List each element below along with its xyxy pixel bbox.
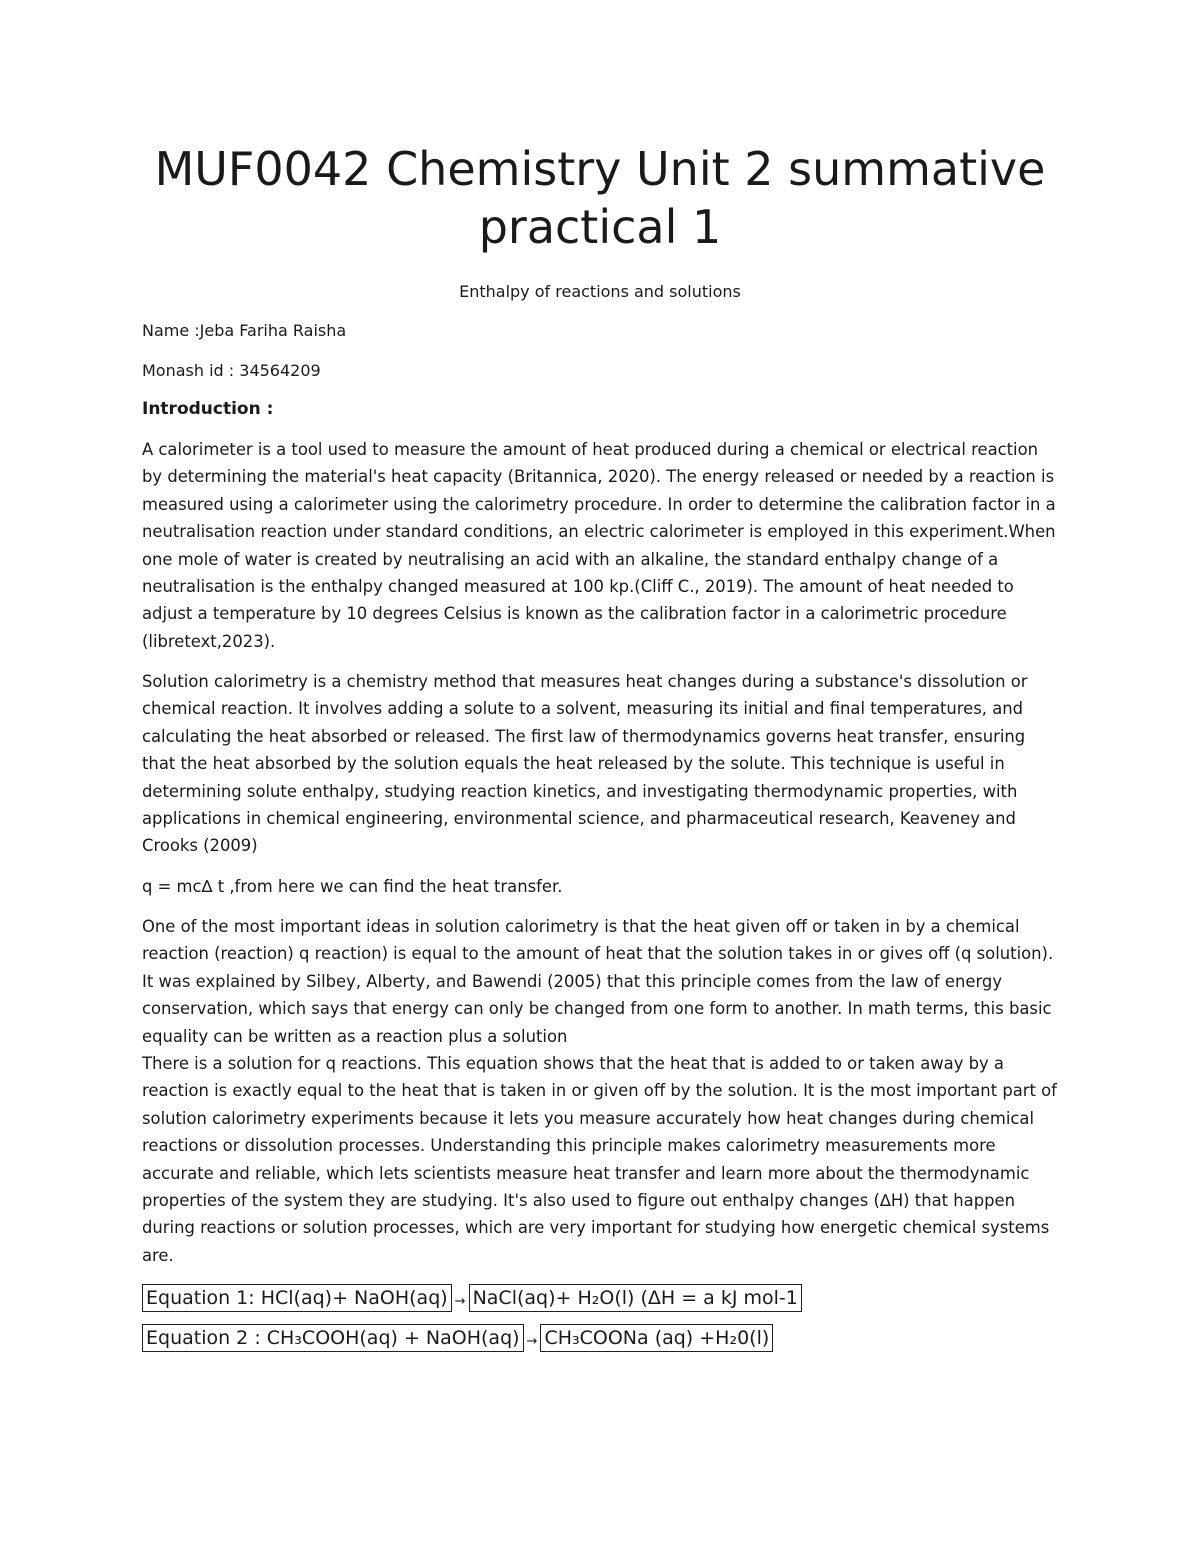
document-title: MUF0042 Chemistry Unit 2 summative practical 1 — [154, 142, 1046, 254]
reaction-arrow-icon: → — [454, 1293, 466, 1309]
equation-2-products: CH₃COONa (aq) +H₂0(l) — [540, 1324, 773, 1352]
student-name: Name :Jeba Fariha Raisha — [142, 321, 347, 340]
equation-1-products: NaCl(aq)+ H₂O(l) (ΔH = a kJ mol-1 — [469, 1284, 802, 1312]
paragraph-energy-conservation: One of the most important ideas in solution calorimetry is that the heat given off or taken in by a chemical reaction (reaction) q reaction) is equal to the amount of heat that the solution takes in or gives off (q solution). It was explained by Silbey, Alberty, and Bawendi (2005) that this principle comes from the law of energy conservation, which says that energy can only be changed from one form to another. In math terms, this basic equality can be written as a reaction plus a solution — [142, 917, 1054, 1046]
document-subtitle: Enthalpy of reactions and solutions — [459, 282, 741, 301]
equation-1 — [142, 1284, 802, 1312]
section-heading-introduction: Introduction : — [142, 399, 274, 419]
paragraph-calorimeter: A calorimeter is a tool used to measure the amount of heat produced during a chemical or electrical reaction by determining the material's heat capacity (Britannica, 2020). The energy released or needed by a reaction is measured using a calorimeter using the calorimetry procedure. In order to determine the calibration factor in a neutralisation reaction under standard conditions, an electric calorimeter is employed in this experiment.When one mole of water is created by neutralising an acid with an alkaline, the standard enthalpy change of a neutralisation is the enthalpy changed measured at 100 kp.(Cliff C., 2019). The amount of heat needed to adjust a temperature by 10 degrees Celsius is known as the calibration factor in a calorimetric procedure (libretext,2023). — [142, 440, 1056, 651]
reaction-arrow-icon: → — [526, 1333, 538, 1349]
equation-2-reactants: Equation 2 : CH₃COOH(aq) + NaOH(aq) — [142, 1324, 524, 1352]
equation-2 — [142, 1324, 773, 1352]
paragraph-heat-formula: q = mc∆ t ,from here we can find the heat transfer. — [142, 877, 563, 896]
paragraph-q-reactions: There is a solution for q reactions. This equation shows that the heat that is added to or taken away by a reaction is exactly equal to the heat that is taken in or given off by the solution. It is the most important part of solution calorimetry experiments because it lets you measure accurately how heat changes during chemical reactions or dissolution processes. Understanding this principle makes calorimetry measurements more accurate and reliable, which lets scientists measure heat transfer and learn more about the thermodynamic properties of the system they are studying. It's also used to figure out enthalpy changes (∆H) that happen during reactions or solution processes, which are very important for studying how energetic chemical systems are. — [142, 1054, 1057, 1265]
student-id: Monash id : 34564209 — [142, 361, 321, 380]
equation-1-reactants: Equation 1: HCl(aq)+ NaOH(aq) — [142, 1284, 452, 1312]
paragraph-solution-calorimetry: Solution calorimetry is a chemistry method that measures heat changes during a substance's dissolution or chemical reaction. It involves adding a solute to a solvent, measuring its initial and final temperatures, and calculating the heat absorbed or released. The first law of thermodynamics governs heat transfer, ensuring that the heat absorbed by the solution equals the heat released by the solute. This technique is useful in determining solute enthalpy, studying reaction kinetics, and investigating thermodynamic properties, with applications in chemical engineering, environmental science, and pharmaceutical research, Keaveney and Crooks (2009) — [142, 672, 1028, 856]
